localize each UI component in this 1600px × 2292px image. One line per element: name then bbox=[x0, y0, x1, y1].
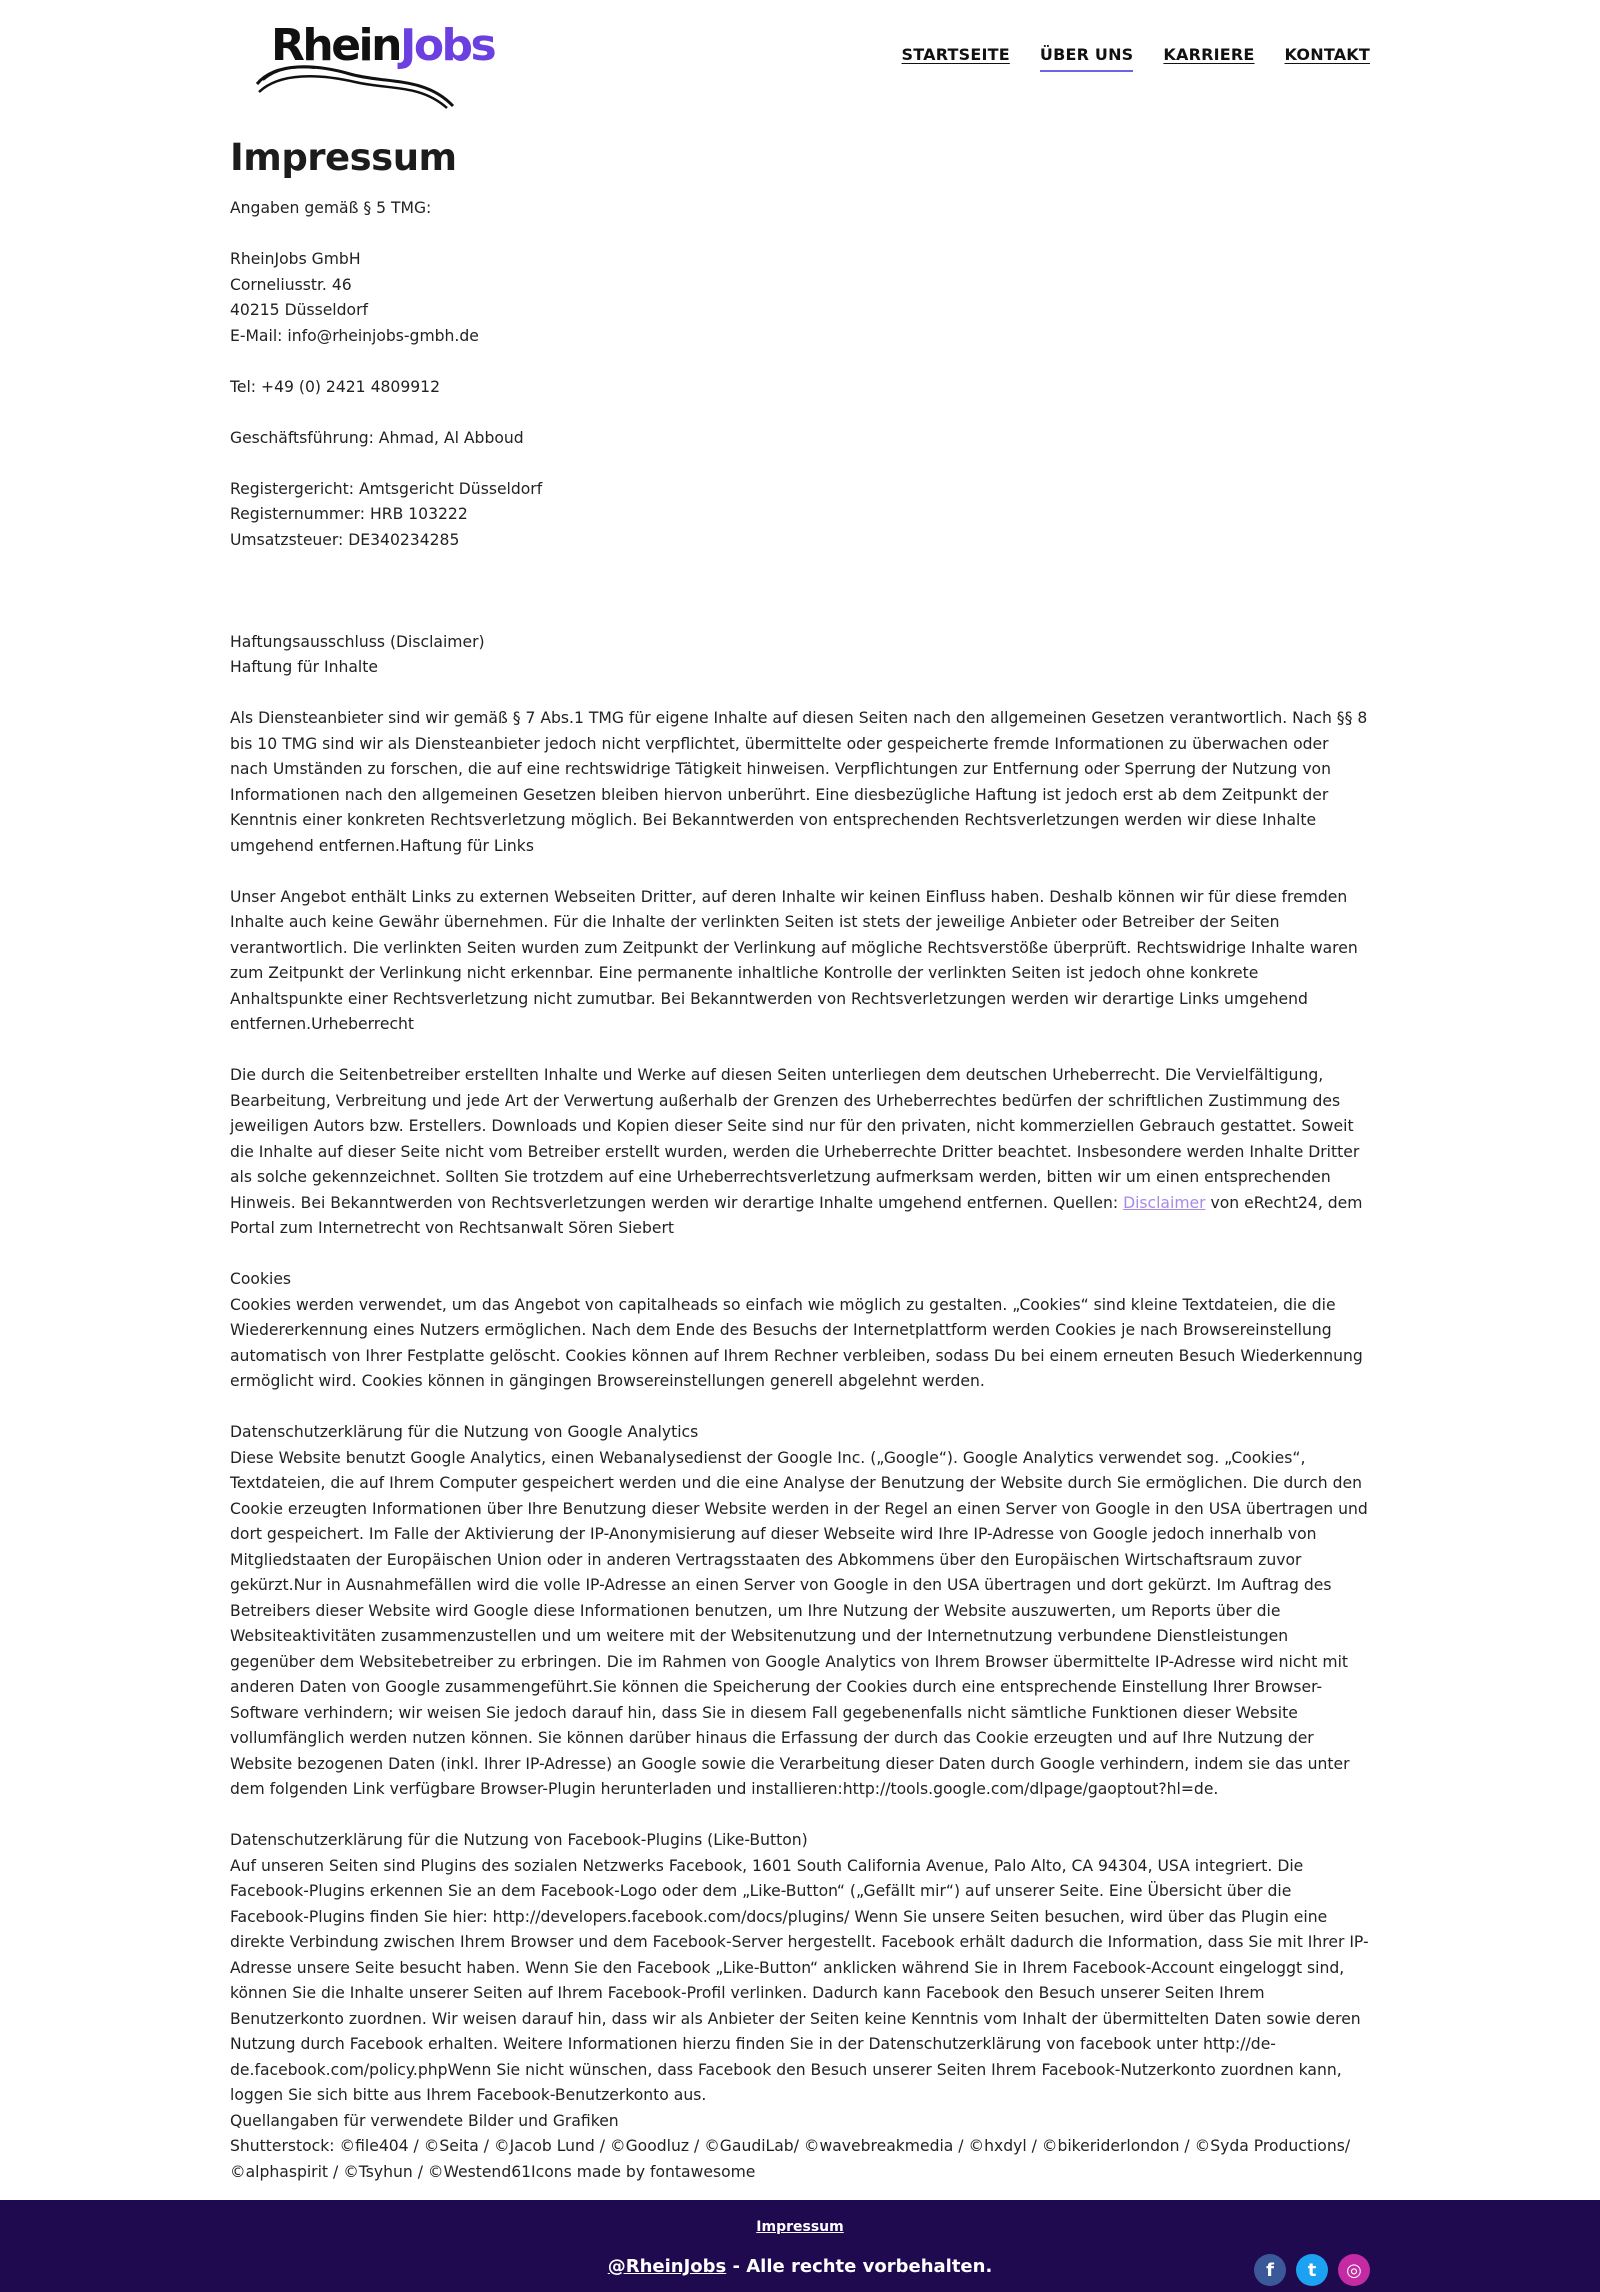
spacer bbox=[230, 579, 1370, 630]
rights-text: - Alle rechte vorbehalten. bbox=[726, 2256, 993, 2277]
main-nav bbox=[902, 45, 1370, 72]
intro-text: Angaben gemäß § 5 TMG: bbox=[230, 199, 432, 217]
phone-text: Tel: +49 (0) 2421 4809912 bbox=[230, 377, 441, 396]
register-text: Registergericht: Amtsgericht Düsseldorf Registernummer: HRB 103222 Umsatzsteuer: DE340234285 bbox=[230, 479, 543, 549]
facebook-text: Datenschutzerklärung für die Nutzung von Facebook-Plugins (Like-Button) Auf unseren Seiten sind Plugins des sozialen Netzwerks Facebook, 1601 South California Avenue, Palo Alto, CA 94304, USA integriert. Die Facebook-Plugins erkennen Sie an dem Facebook-Logo oder dem „Like-Button“ („Gefällt mir“) auf unserer Seite. Eine Übersicht über die Facebook-Plugins finden Sie hier: http://developers.facebook.com/docs/plugins/ Wenn Sie unsere Seiten besuchen, wird über das Plugin eine direkte Verbindung zwischen Ihrem Browser und dem Facebook-Server hergestellt. Facebook erhält dadurch die Information, dass Sie mit Ihrer IP-Adresse unsere Seite besucht haben. Wenn Sie den Facebook „Like-Button“ anklicken während Sie in Ihrem Facebook-Account eingeloggt sind, können Sie die Inhalte unserer Seiten auf Ihrem Facebook-Profil verlinken. Dadurch kann Facebook den Besuch unserer Seiten Ihrem Benutzerkonto zuordnen. Wir weisen darauf hin, dass wir als Anbieter der Seiten keine Kenntnis vom Inhalt der übermittelten Daten sowie deren Nutzung durch Facebook erhalten. Weitere Informationen hierzu finden Sie in der Datenschutzerklärung von facebook unter http://de-de.facebook.com/policy.phpWenn Sie nicht wünschen, dass Facebook den Besuch unserer Seiten Ihrem Facebook-Nutzerkonto zuordnen kann, loggen Sie sich bitte aus Ihrem Facebook-Benutzerkonto aus. Quellangaben für verwendete Bilder und Grafiken Shutterstock: ©file404 / ©Seita / ©Jacob Lund / ©Goodluz / ©GaudiLab/ ©wavebreakmedia / ©hxdyl / ©bikeriderlondon / ©Syda Productions/ ©alphaspirit / ©Tsyhun / ©Westend61Icons made by fontawesome bbox=[230, 1831, 1369, 2181]
rheinjobs-logo[interactable] bbox=[255, 18, 495, 110]
footer-link-row bbox=[0, 2216, 1600, 2235]
social-links bbox=[1254, 2254, 1370, 2286]
disclaimer-link[interactable]: Disclaimer bbox=[1123, 1193, 1206, 1212]
facebook-icon[interactable]: f bbox=[1254, 2254, 1286, 2286]
logo-rhein: Rhein bbox=[271, 20, 400, 71]
nav-startseite[interactable]: STARTSEITE bbox=[901, 45, 1010, 64]
analytics-text: Datenschutzerklärung für die Nutzung von Google Analytics Diese Website benutzt Google Analytics, einen Webanalysedienst der Google Inc. („Google“). Google Analytics verwendet sog. „Cookies“, Textdateien, die auf Ihrem Computer gespeichert werden und die eine Analyse der Benutzung der Website durch Sie ermöglichen. Die durch den Cookie erzeugten Informationen über Ihre Benutzung dieser Website werden in der Regel an einen Server von Google in den USA übertragen und dort gespeichert. Im Falle der Aktivierung der IP-Anonymisierung auf dieser Webseite wird Ihre IP-Adresse von Google jedoch innerhalb von Mitgliedstaaten der Europäischen Union oder in anderen Vertragsstaaten des Abkommens über den Europäischen Wirtschaftsraum zuvor gekürzt.Nur in Ausnahmefällen wird die volle IP-Adresse an einen Server von Google in den USA übertragen und dort gekürzt. Im Auftrag des Betreibers dieser Website wird Google diese Informationen benutzen, um Ihre Nutzung der Website auszuwerten, um Reports über die Websiteaktivitäten zusammenzustellen und um weitere mit der Websitenutzung und der Internetnutzung verbundene Dienstleistungen gegenüber dem Websitebetreiber zu erbringen. Die im Rahmen von Google Analytics von Ihrem Browser übermittelte IP-Adresse wird nicht mit anderen Daten von Google zusammengeführt.Sie können die Speicherung der Cookies durch eine entsprechende Einstellung Ihrer Browser-Software verhindern; wir weisen Sie jedoch darauf hin, dass Sie in diesem Fall gegebenenfalls nicht sämtliche Funktionen dieser Website vollumfänglich werden nutzen können. Sie können darüber hinaus die Erfassung der durch das Cookie erzeugten und auf Ihre Nutzung der Website bezogenen Daten (inkl. Ihrer IP-Adresse) an Google sowie die Verarbeitung dieser Daten durch Google verhindern, indem sie das unter dem folgenden Link verfügbare Browser-Plugin herunterladen und installieren:http://tools.google.com/dlpage/gaoptout?hl=de. bbox=[230, 1423, 1368, 1798]
copyright-tail: von eRecht24, dem Portal zum Internetrecht von Rechtsanwalt Sören Siebert bbox=[230, 1193, 1363, 1237]
brand-handle-link[interactable]: @RheinJobs bbox=[607, 2256, 727, 2277]
disclaimer-heading: Haftungsausschluss (Disclaimer) Haftung für Inhalte bbox=[230, 632, 485, 676]
twitter-icon[interactable]: t bbox=[1296, 2254, 1328, 2286]
logo-wave-icon bbox=[255, 44, 455, 110]
site-header bbox=[0, 0, 1600, 120]
nav-karriere[interactable]: KARRIERE bbox=[1163, 45, 1255, 64]
copyright-text bbox=[230, 1063, 1370, 1242]
nav-ueber-uns[interactable]: ÜBER UNS bbox=[1040, 45, 1134, 72]
nav-kontakt[interactable]: KONTAKT bbox=[1284, 45, 1370, 64]
liability-links-text: Unser Angebot enthält Links zu externen Webseiten Dritter, auf deren Inhalte wir keinen Einfluss haben. Deshalb können wir für diese fremden Inhalte auch keine Gewähr übernehmen. Für die Inhalte der verlinkten Seiten ist stets der jeweilige Anbieter oder Betreiber der Seiten verantwortlich. Die verlinkten Seiten wurden zum Zeitpunkt der Verlinkung auf mögliche Rechtsverstöße überprüft. Rechtswidrige Inhalte waren zum Zeitpunkt der Verlinkung nicht erkennbar. Eine permanente inhaltliche Kontrolle der verlinkten Seiten ist jedoch ohne konkrete Anhaltspunkte einer Rechtsverletzung nicht zumutbar. Bei Bekanntwerden von Rechtsverletzungen werden wir derartige Links umgehend entfernen.Urheberrecht bbox=[230, 887, 1358, 1033]
footer-impressum-link[interactable]: Impressum bbox=[756, 2219, 844, 2235]
management-text: Geschäftsführung: Ahmad, Al Abboud bbox=[230, 428, 524, 447]
main-content bbox=[230, 132, 1370, 2211]
instagram-icon[interactable]: ◎ bbox=[1338, 2254, 1370, 2286]
site-footer bbox=[0, 2200, 1600, 2292]
cookies-text: Cookies Cookies werden verwendet, um das Angebot von capitalheads so einfach wie möglich zu gestalten. „Cookies“ sind kleine Textdateien, die die Wiedererkennung eines Nutzers ermöglichen. Nach dem Ende des Besuchs der Internetplattform werden Cookies je nach Browsereinstellung automatisch von Ihrer Festplatte gelöscht. Cookies können auf Ihrem Rechner verbleiben, sodass Du bei einem erneuten Besuch Wiederkennung ermöglicht wird. Cookies können in gängingen Browsereinstellungen generell abgelehnt werden. bbox=[230, 1270, 1363, 1390]
page-title: Impressum bbox=[230, 136, 457, 179]
company-address: RheinJobs GmbH Corneliusstr. 46 40215 Düsseldorf E-Mail: info@rheinjobs-gmbh.de bbox=[230, 250, 479, 345]
logo-jobs: Jobs bbox=[399, 20, 495, 71]
liability-content-text: Als Diensteanbieter sind wir gemäß § 7 Abs.1 TMG für eigene Inhalte auf diesen Seiten nach den allgemeinen Gesetzen verantwortlich. Nach §§ 8 bis 10 TMG sind wir als Diensteanbieter jedoch nicht verpflichtet, übermittelte oder gespeicherte fremde Informationen zu überwachen oder nach Umständen zu forschen, die auf eine rechtswidrige Tätigkeit hinweisen. Verpflichtungen zur Entfernung oder Sperrung der Nutzung von Informationen nach den allgemeinen Gesetzen bleiben hiervon unberührt. Eine diesbezügliche Haftung ist jedoch erst ab dem Zeitpunkt der Kenntnis einer konkreten Rechtsverletzung möglich. Bei Bekanntwerden von entsprechenden Rechtsverletzungen werden wir diese Inhalte umgehend entfernen.Haftung für Links bbox=[230, 709, 1368, 855]
copyright-body: Die durch die Seitenbetreiber erstellten Inhalte und Werke auf diesen Seiten unterliegen dem deutschen Urheberrecht. Die Vervielfältigung, Bearbeitung, Verbreitung und jede Art der Verwertung außerhalb der Grenzen des Urheberrechtes bedürfen der schriftlichen Zustimmung des jeweiligen Autors bzw. Erstellers. Downloads und Kopien dieser Seite sind nur für den privaten, nicht kommerziellen Gebrauch gestattet. Soweit die Inhalte auf dieser Seite nicht vom Betreiber erstellt wurden, werden die Urheberrechte Dritter beachtet. Insbesondere werden Inhalte Dritter als solche gekennzeichnet. Sollten Sie trotzdem auf eine Urheberrechtsverletzung aufmerksam werden, bitten wir um einen entsprechenden Hinweis. Bei Bekanntwerden von Rechtsverletzungen werden wir derartige Inhalte umgehend entfernen. Quellen: bbox=[230, 1066, 1360, 1212]
